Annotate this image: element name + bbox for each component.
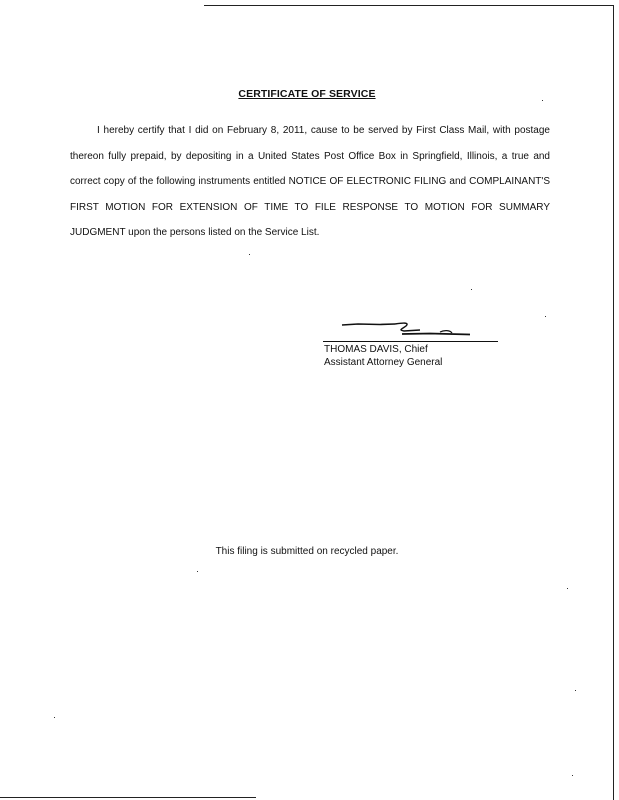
handwritten-signature <box>340 318 476 340</box>
scan-speck <box>572 775 573 776</box>
signer-title: Assistant Attorney General <box>324 357 443 368</box>
scan-speck <box>567 588 568 589</box>
document-title: CERTIFICATE OF SERVICE <box>238 88 376 100</box>
certificate-body: I hereby certify that I did on February 8, 2011, cause to be served by First Class Mail, with postage thereon fully prepaid, by depositing in a United States Post Office Box in Springfield, Illinois, a true and correct copy of the following instruments entitled NOTICE OF ELECTRONIC FILING and COMPLAINANT'S FIRST MOTION FOR EXTENSION OF TIME TO FILE RESPONSE TO MOTION FOR SUMMARY JUDGMENT upon the persons listed on the Service List. <box>70 125 550 238</box>
scan-speck <box>575 690 576 691</box>
signature-line <box>323 341 498 342</box>
signer-name: THOMAS DAVIS, Chief <box>324 344 428 355</box>
scan-speck <box>545 316 546 317</box>
scan-edge-bottom <box>0 797 256 798</box>
scan-edge-right <box>613 5 614 800</box>
scan-speck <box>249 254 250 255</box>
scan-speck <box>471 289 472 290</box>
scan-edge-top <box>204 5 614 6</box>
scan-speck <box>54 717 55 718</box>
recycled-paper-note: This filing is submitted on recycled paper. <box>215 546 399 557</box>
scan-speck <box>542 100 543 101</box>
scan-speck <box>197 571 198 572</box>
